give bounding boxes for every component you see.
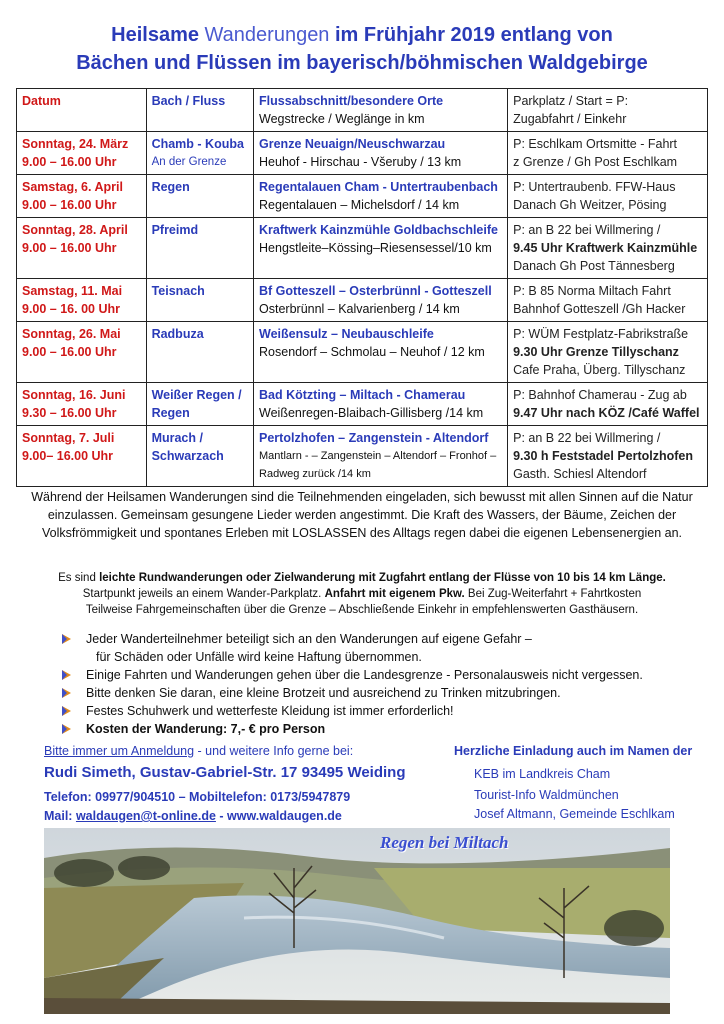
row-bach xyxy=(146,322,253,383)
row-route xyxy=(254,175,508,218)
org-gemeinde: Josef Altmann, Gemeinde Eschlkam xyxy=(474,807,675,821)
date-line: Sonntag, 24. März xyxy=(22,137,129,151)
route-line: Pertolzhofen – Zangenstein - Altendorf xyxy=(259,431,489,445)
row-route xyxy=(254,132,508,175)
title-part: Heilsame xyxy=(111,24,205,46)
table-header-row xyxy=(17,89,708,132)
bach-line: Chamb - Kouba xyxy=(151,137,244,151)
row-route xyxy=(254,322,508,383)
park-line: P: Untertraubenb. FFW-Haus xyxy=(513,180,676,194)
email-link[interactable]: waldaugen@t-online.de xyxy=(75,809,216,823)
rules-list xyxy=(60,630,700,738)
park-line: Danach Gh Post Tännesberg xyxy=(513,259,675,273)
row-bach xyxy=(146,426,253,487)
bullet-icon xyxy=(62,634,71,644)
park-line: P: an B 22 bei Willmering / xyxy=(513,223,661,237)
date-line: Sonntag, 28. April xyxy=(22,223,128,237)
contact-phone: Telefon: 09977/904510 – Mobiltelefon: 0173/5947879 xyxy=(44,790,351,804)
bach-line: Pfreimd xyxy=(151,223,199,237)
table-row xyxy=(17,175,708,218)
date-line: Samstag, 6. April xyxy=(22,180,123,194)
row-bach xyxy=(146,218,253,279)
table-row xyxy=(17,426,708,487)
mail-label: Mail: xyxy=(44,809,76,823)
park-line: P: Bahnhof Chamerau - Zug ab xyxy=(513,388,687,402)
list-item xyxy=(60,702,700,720)
website-link[interactable]: www.waldaugen.de xyxy=(227,809,342,823)
row-route xyxy=(254,426,508,487)
row-park xyxy=(508,426,708,487)
row-park xyxy=(508,218,708,279)
route-detail: Regentalauen – Michelsdorf / 14 km xyxy=(259,198,460,212)
rule-text: Einige Fahrten und Wanderungen gehen über die Landesgrenze - Personalausweis nicht vergessen. xyxy=(86,668,643,682)
bullet-icon xyxy=(62,724,71,734)
park-line: 9.30 h Feststadel Pertolzhofen xyxy=(513,449,694,463)
route-line: Weißensulz – Neubauschleife xyxy=(259,327,434,341)
info-paragraph xyxy=(20,570,704,618)
date-line: Sonntag, 26. Mai xyxy=(22,327,121,341)
bach-line: Regen xyxy=(151,180,190,194)
park-line: P: B 85 Norma Miltach Fahrt xyxy=(513,284,671,298)
list-item xyxy=(60,630,700,648)
schedule-table xyxy=(16,88,708,487)
river-photo xyxy=(44,828,670,1014)
route-line: Kraftwerk Kainzmühle Goldbachschleife xyxy=(259,223,498,237)
header-park-bottom: Zugabfahrt / Einkehr xyxy=(513,112,627,126)
org-tourist-info: Tourist-Info Waldmünchen xyxy=(474,788,619,802)
list-item xyxy=(60,684,700,702)
date-line: Samstag, 11. Mai xyxy=(22,284,123,298)
park-line: P: an B 22 bei Willmering / xyxy=(513,431,661,445)
park-line: 9.30 Uhr Grenze Tillyschanz xyxy=(513,345,679,359)
bach-line: Teisnach xyxy=(151,284,205,298)
park-line: 9.45 Uhr Kraftwerk Kainzmühle xyxy=(513,241,698,255)
rule-text-cost: Kosten der Wanderung: 7,- € pro Person xyxy=(86,722,326,736)
info-text: Bei Zug-Weiterfahrt + Fahrtkosten xyxy=(464,588,642,600)
bullet-icon xyxy=(62,688,71,698)
row-date xyxy=(17,279,147,322)
park-line: P: WÜM Festplatz-Fabrikstraße xyxy=(513,327,689,341)
time-line: 9.00 – 16.00 Uhr xyxy=(22,345,117,359)
list-item xyxy=(60,720,700,738)
route-line: Grenze Neuaign/Neuschwarzau xyxy=(259,137,446,151)
park-line: 9.47 Uhr nach KÖZ /Café Waffel xyxy=(513,406,700,420)
header-route-bottom: Wegstrecke / Weglänge in km xyxy=(259,112,425,126)
intro-paragraph: Während der Heilsamen Wanderungen sind die Teilnehmenden eingeladen, sich bewusst mit allen Sinnen auf die Natur einzulassen. Gemeinsam gesungene Lieder werden angestimmt. Die Kraft des Wassers, der Bäume, Zeichen der Volksfrömmigkeit und spontanes Erleben mit LOSLASSEN des Alltags regen dabei die eigenen Lebensenergien an. xyxy=(31,490,693,540)
header-bach: Bach / Fluss xyxy=(146,89,253,132)
row-date xyxy=(17,218,147,279)
route-line: Bf Gotteszell – Osterbrünnl - Gotteszell xyxy=(259,284,492,298)
header-date: Datum xyxy=(17,89,147,132)
park-line: Gasth. Schiesl Altendorf xyxy=(513,467,647,481)
time-line: 9.00 – 16. 00 Uhr xyxy=(22,302,120,316)
info-text-bold: leichte Rundwanderungen oder Zielwanderung mit Zugfahrt entlang der Flüsse von 10 bis 14 km Länge. xyxy=(99,572,666,584)
row-bach xyxy=(146,132,253,175)
park-line: P: Eschlkam Ortsmitte - Fahrt xyxy=(513,137,678,151)
rule-text: Festes Schuhwerk und wetterfeste Kleidung ist immer erforderlich! xyxy=(86,704,454,718)
info-text-bold: Anfahrt mit eigenem Pkw. xyxy=(324,588,465,600)
row-route xyxy=(254,218,508,279)
invite-text: Herzliche Einladung auch im Namen der xyxy=(454,744,693,758)
river-landscape-image xyxy=(44,828,670,1014)
bach-line: Schwarzach xyxy=(151,449,224,463)
time-line: 9.00 – 16.00 Uhr xyxy=(22,241,117,255)
time-line: 9.00– 16.00 Uhr xyxy=(22,449,114,463)
title-part: Wanderungen xyxy=(204,24,330,46)
header-route-top: Flussabschnitt/besondere Orte xyxy=(259,94,444,108)
anmeldung-text: Bitte immer um Anmeldung xyxy=(44,744,195,758)
table-row xyxy=(17,322,708,383)
row-park xyxy=(508,322,708,383)
bullet-icon xyxy=(62,670,71,680)
page-title-line-2: Bächen und Flüssen im bayerisch/böhmischen Waldgebirge xyxy=(76,52,648,74)
contact-anmeldung xyxy=(44,741,353,761)
bach-line: Radbuza xyxy=(151,327,204,341)
bach-subline: An der Grenze xyxy=(151,156,227,168)
bach-line: Murach / xyxy=(151,431,203,445)
row-date xyxy=(17,322,147,383)
park-line: Bahnhof Gotteszell /Gh Hacker xyxy=(513,302,686,316)
time-line: 9.00 – 16.00 Uhr xyxy=(22,198,117,212)
table-row xyxy=(17,383,708,426)
separator: - xyxy=(215,809,228,823)
list-item xyxy=(60,666,700,684)
table-row xyxy=(17,218,708,279)
route-detail: Rosendorf – Schmolau – Neuhof / 12 km xyxy=(259,345,485,359)
row-park xyxy=(508,383,708,426)
row-date xyxy=(17,426,147,487)
header-park-top: Parkplatz / Start = P: xyxy=(513,94,629,108)
rule-text: für Schäden oder Unfälle wird keine Haftung übernommen. xyxy=(96,650,422,664)
date-line: Sonntag, 7. Juli xyxy=(22,431,115,445)
org-keb: KEB im Landkreis Cham xyxy=(474,767,611,781)
table-row xyxy=(17,279,708,322)
row-route xyxy=(254,383,508,426)
row-bach xyxy=(146,383,253,426)
row-bach xyxy=(146,279,253,322)
date-line: Sonntag, 16. Juni xyxy=(22,388,126,402)
info-text: Startpunkt jeweils an einem Wander-Parkplatz. xyxy=(82,588,325,600)
park-line: Danach Gh Weitzer, Pösing xyxy=(513,198,667,212)
bach-line: Weißer Regen / xyxy=(151,388,242,402)
bach-line: Regen xyxy=(151,406,190,420)
park-line: Cafe Praha, Überg. Tillyschanz xyxy=(513,363,686,377)
row-park xyxy=(508,175,708,218)
info-text: Es sind xyxy=(58,572,100,584)
table-row xyxy=(17,132,708,175)
route-detail: Osterbrünnl – Kalvarienberg / 14 km xyxy=(259,302,460,316)
row-park xyxy=(508,279,708,322)
info-text: Teilweise Fahrgemeinschaften über die Grenze – Abschließende Einkehr in empfehlenswerten Gasthäusern. xyxy=(85,604,639,616)
header-park xyxy=(508,89,708,132)
page-title-line-1 xyxy=(0,22,724,48)
time-line: 9.30 – 16.00 Uhr xyxy=(22,406,117,420)
route-detail: Heuhof - Hirschau - Všeruby / 13 km xyxy=(259,155,462,169)
route-detail: Mantlarn - – Zangenstein – Altendorf – Fronhof – xyxy=(259,450,497,462)
route-detail: Weißenregen-Blaibach-Gillisberg /14 km xyxy=(259,406,484,420)
route-detail: Radweg zurück /14 km xyxy=(259,468,371,480)
photo-caption: Regen bei Miltach xyxy=(380,833,509,852)
rule-text: Bitte denken Sie daran, eine kleine Brotzeit und ausreichend zu Trinken mitzubringen. xyxy=(86,686,561,700)
title-part: im Frühjahr 2019 entlang von xyxy=(329,24,613,46)
route-detail: Hengstleite–Kössing–Riesensessel/10 km xyxy=(259,241,492,255)
row-park xyxy=(508,132,708,175)
row-route xyxy=(254,279,508,322)
park-line: z Grenze / Gh Post Eschlkam xyxy=(513,155,678,169)
list-item xyxy=(60,648,700,666)
contact-mail-line xyxy=(44,806,342,826)
row-date xyxy=(17,383,147,426)
time-line: 9.00 – 16.00 Uhr xyxy=(22,155,117,169)
anmeldung-rest: - und weitere Info gerne bei: xyxy=(194,744,354,758)
header-route xyxy=(254,89,508,132)
row-date xyxy=(17,175,147,218)
row-date xyxy=(17,132,147,175)
contact-name: Rudi Simeth, Gustav-Gabriel-Str. 17 93495 Weiding xyxy=(44,764,406,781)
bullet-icon xyxy=(62,706,71,716)
row-bach xyxy=(146,175,253,218)
route-line: Bad Kötzting – Miltach - Chamerau xyxy=(259,388,466,402)
rule-text: Jeder Wanderteilnehmer beteiligt sich an den Wanderungen auf eigene Gefahr – xyxy=(86,632,532,646)
route-line: Regentalauen Cham - Untertraubenbach xyxy=(259,180,498,194)
